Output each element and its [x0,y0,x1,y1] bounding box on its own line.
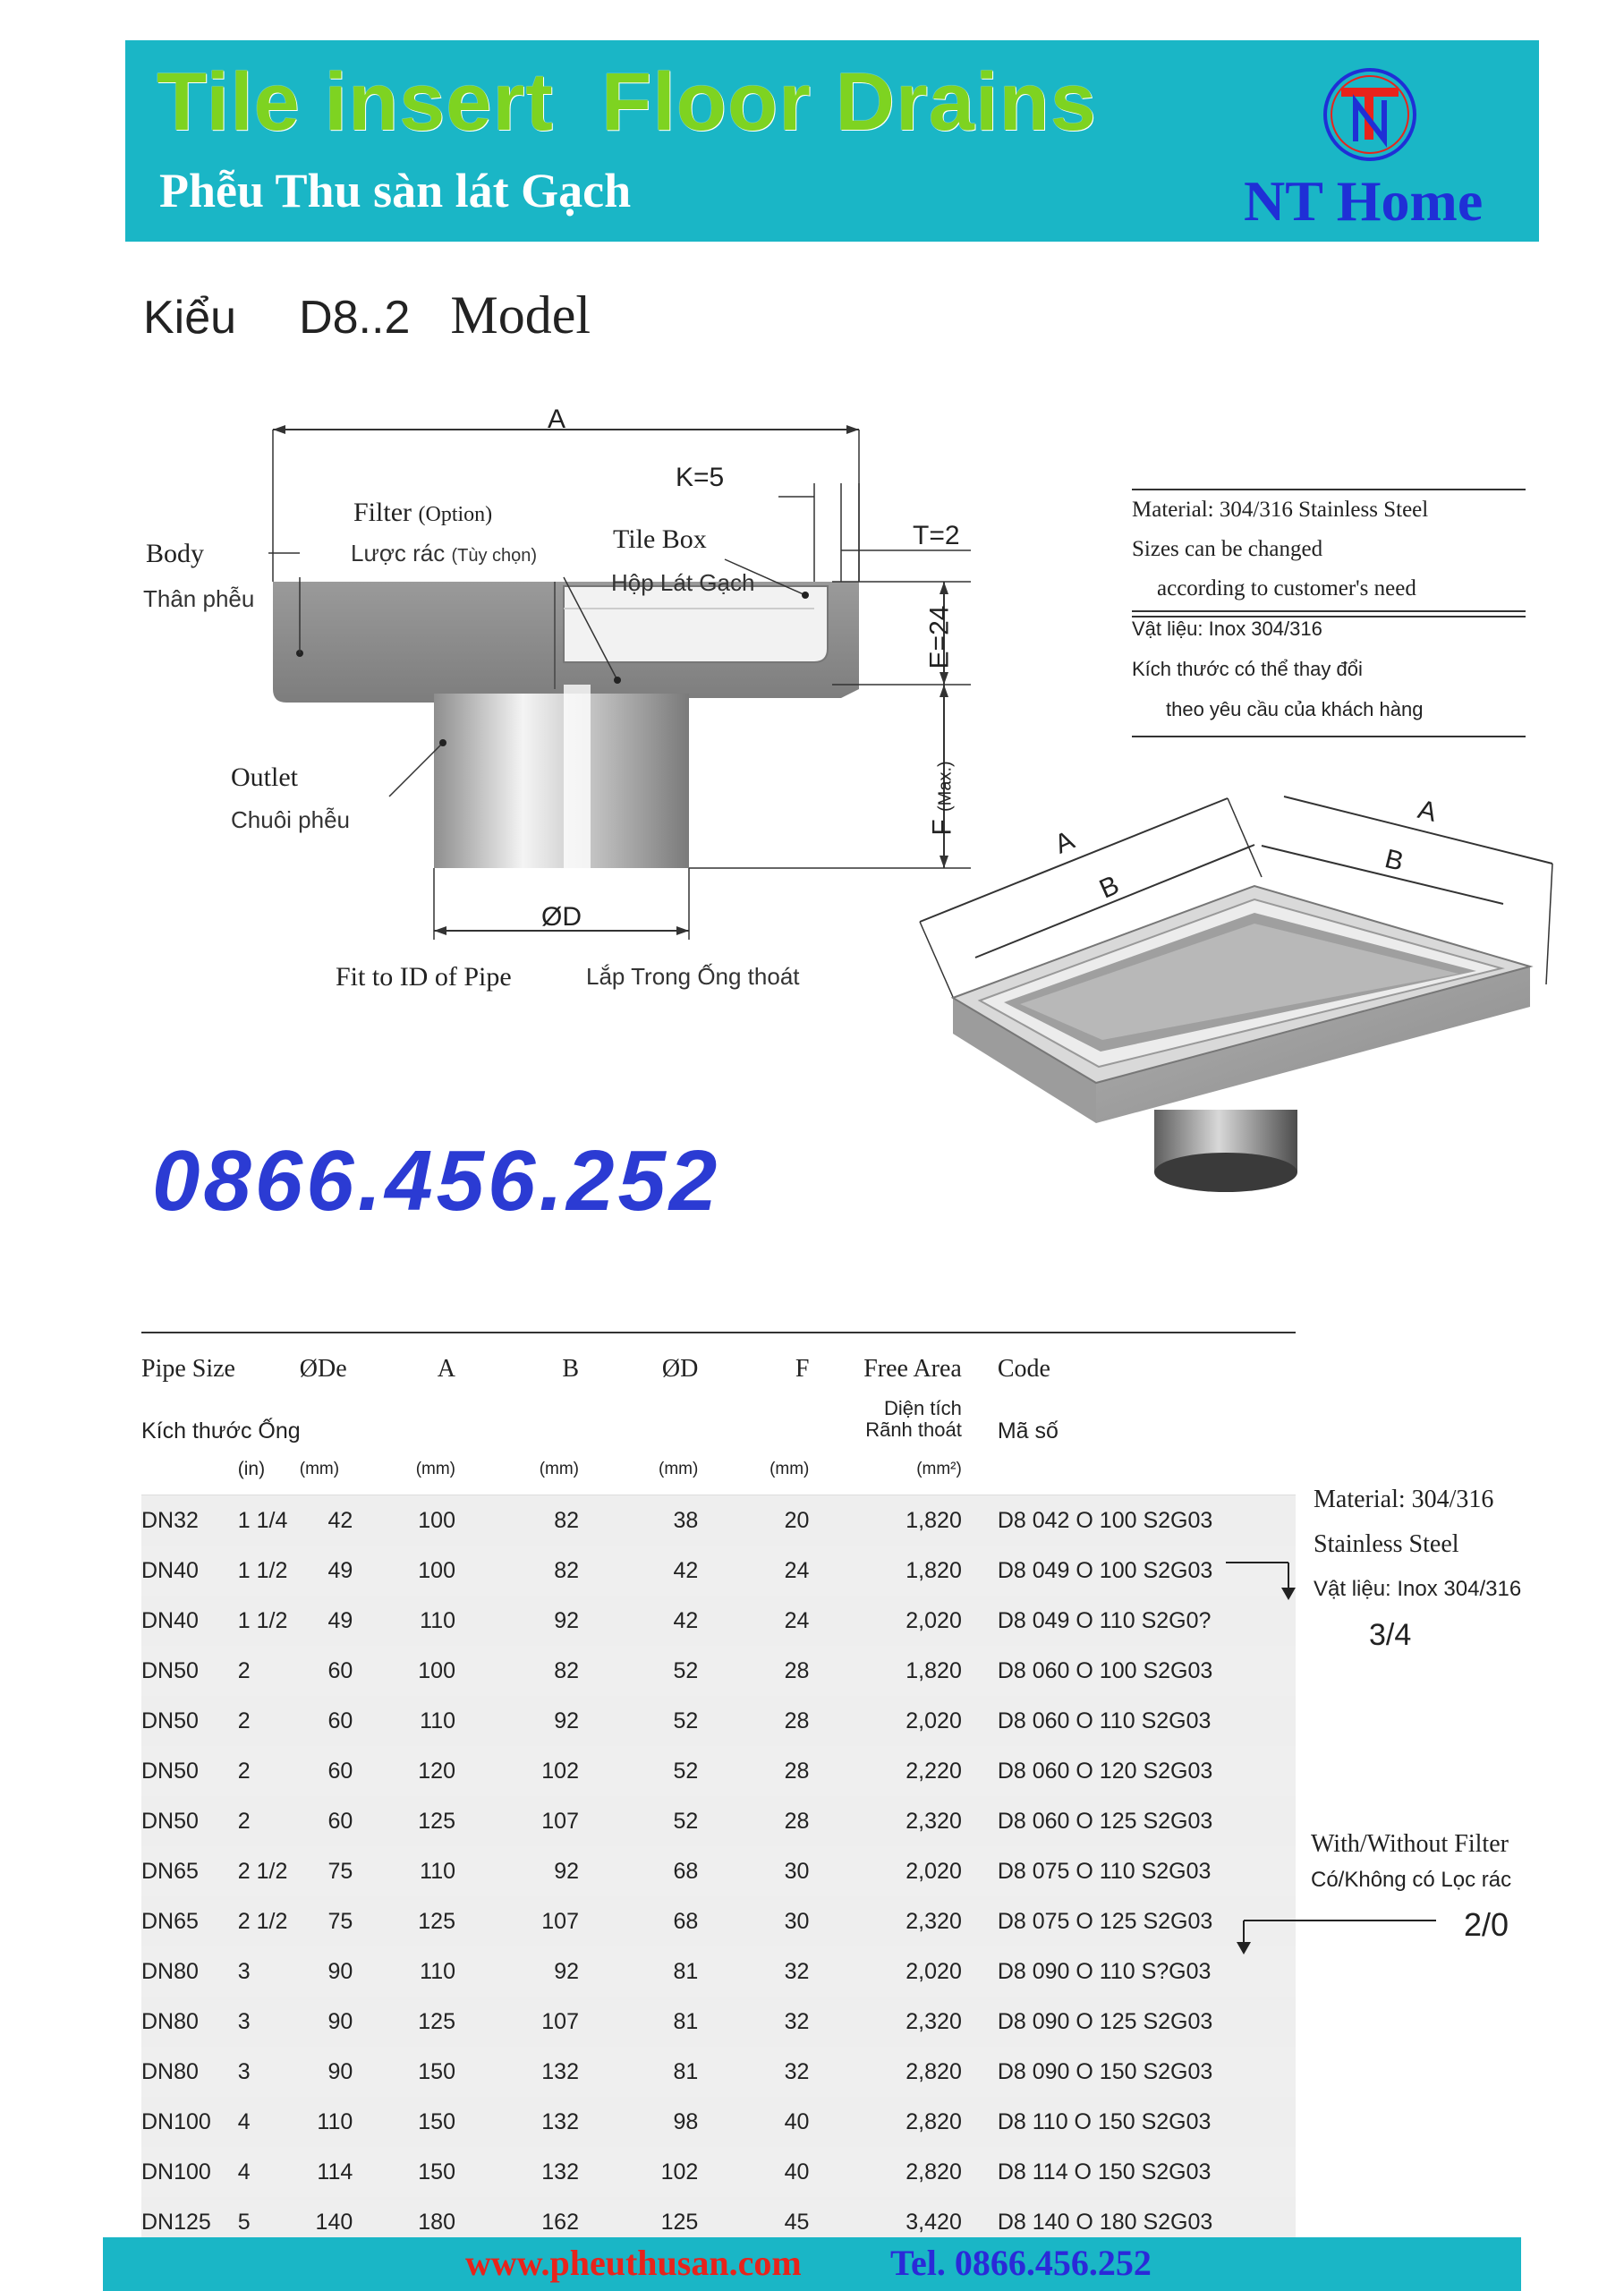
material-note-en-2: Sizes can be changed [1132,537,1323,561]
table-row [141,1495,1296,1546]
cell-code: D8 114 O 150 S2G03 [962,2147,1296,2197]
cell-f: 32 [698,2047,809,2097]
filter-label-vi-text: Lược rác [351,540,446,566]
table-row [141,1696,1296,1746]
header-free-area-vi [809,1394,961,1444]
filter-label-vi [351,540,537,567]
outlet-label-vi: Chuôi phễu [231,806,350,833]
cell-de: 60 [300,1646,353,1696]
cell-code: D8 075 O 110 S2G03 [962,1846,1296,1896]
cell-inch: 4 [238,2097,300,2147]
side-material-en-1: Material: 304/316 [1314,1486,1494,1513]
cell-free-area: 1,820 [809,1546,961,1596]
cell-code: D8 090 O 110 S?G03 [962,1946,1296,1997]
side-material-value: 3/4 [1369,1618,1412,1652]
fit-label-en: Fit to ID of Pipe [336,962,512,992]
cell-inch: 5 [238,2197,300,2247]
cell-pipe-size: DN65 [141,1846,238,1896]
cell-de: 110 [300,2097,353,2147]
table-row [141,1746,1296,1796]
cell-d: 52 [579,1646,698,1696]
cell-pipe-size: DN100 [141,2147,238,2197]
cell-pipe-size: DN50 [141,1796,238,1846]
cell-de: 60 [300,1746,353,1796]
cell-free-area: 1,820 [809,1646,961,1696]
cell-d: 81 [579,2047,698,2097]
cell-code: D8 049 O 110 S2G0? [962,1596,1296,1646]
dim-k-label: K=5 [676,463,725,492]
cell-inch: 2 [238,1746,300,1796]
unit-d: (mm) [659,1460,699,1478]
cell-de: 114 [300,2147,353,2197]
isometric-drain-illustration [904,779,1593,1226]
cell-code: D8 140 O 180 S2G03 [962,2197,1296,2247]
page-subtitle: Phễu Thu sàn lát Gạch [159,164,632,217]
unit-f: (mm) [769,1460,810,1478]
cell-pipe-size: DN50 [141,1696,238,1746]
table-row [141,1997,1296,2047]
cell-free-area: 2,820 [809,2097,961,2147]
side-material-en-2: Stainless Steel [1314,1530,1459,1558]
unit-area: (mm²) [916,1460,962,1478]
cell-d: 98 [579,2097,698,2147]
cell-free-area: 2,220 [809,1746,961,1796]
unit-b: (mm) [539,1460,579,1478]
header-d: ØD [579,1333,698,1394]
cell-de: 90 [300,2047,353,2097]
header-f: F [698,1333,809,1394]
cell-b: 92 [455,1846,579,1896]
cell-free-area: 2,020 [809,1696,961,1746]
iso-dim-b-right: B [1382,844,1407,877]
cell-pipe-size: DN32 [141,1495,238,1546]
side-filter-en: With/Without Filter [1311,1830,1509,1858]
cell-de: 90 [300,1997,353,2047]
page-title: Tile insert Floor Drains [157,56,1097,148]
cell-d: 125 [579,2197,698,2247]
table-row [141,2147,1296,2197]
cell-pipe-size: DN100 [141,2097,238,2147]
cell-d: 81 [579,1946,698,1997]
body-label-en: Body [146,539,205,568]
cell-a: 125 [353,1796,455,1846]
cell-a: 110 [353,1846,455,1896]
unit-de: (mm) [299,1460,340,1478]
cell-b: 92 [455,1596,579,1646]
cell-d: 52 [579,1746,698,1796]
cell-a: 125 [353,1896,455,1946]
cell-f: 24 [698,1546,809,1596]
cell-inch: 1 1/2 [238,1596,300,1646]
cell-code: D8 060 O 120 S2G03 [962,1746,1296,1796]
cell-free-area: 1,820 [809,1495,961,1546]
header-b: B [455,1333,579,1394]
cell-b: 162 [455,2197,579,2247]
cell-code: D8 090 O 125 S2G03 [962,1997,1296,2047]
cell-b: 92 [455,1946,579,1997]
dim-f-letter: F [927,819,957,836]
cell-de: 140 [300,2197,353,2247]
filter-label [353,498,492,528]
cell-inch: 3 [238,1997,300,2047]
cell-f: 32 [698,1946,809,1997]
cell-free-area: 2,820 [809,2147,961,2197]
cell-code: D8 060 O 100 S2G03 [962,1646,1296,1696]
cell-d: 42 [579,1596,698,1646]
cell-d: 68 [579,1846,698,1896]
unit-a: (mm) [415,1460,455,1478]
cell-free-area: 2,020 [809,1946,961,1997]
footer-bar [103,2237,1521,2291]
dim-d-label: ØD [541,902,582,932]
footer-telephone: Tel. 0866.456.252 [890,2243,1152,2283]
cell-b: 82 [455,1495,579,1546]
material-note [1132,490,1526,729]
cell-a: 120 [353,1746,455,1796]
cell-b: 92 [455,1696,579,1746]
cell-a: 180 [353,2197,455,2247]
filter-label-en: Filter [353,498,412,527]
table-row [141,2097,1296,2147]
cell-de: 90 [300,1946,353,1997]
cell-d: 81 [579,1997,698,2047]
cell-d: 102 [579,2147,698,2197]
cell-inch: 3 [238,2047,300,2097]
tilebox-label-vi: Hộp Lát Gạch [611,569,755,596]
cell-f: 40 [698,2097,809,2147]
table-units-row [141,1444,1296,1495]
cell-code: D8 110 O 150 S2G03 [962,2097,1296,2147]
cell-pipe-size: DN40 [141,1596,238,1646]
cell-code: D8 060 O 125 S2G03 [962,1796,1296,1846]
cell-code: D8 090 O 150 S2G03 [962,2047,1296,2097]
table-row [141,1646,1296,1696]
material-note-en-3: according to customer's need [1157,576,1416,600]
header-code-vi: Mã số [997,1418,1059,1444]
cell-inch: 1 1/4 [238,1495,300,1546]
header-code: Code [962,1333,1296,1394]
table-row [141,1596,1296,1646]
cell-f: 32 [698,1997,809,2047]
cell-b: 107 [455,1796,579,1846]
model-label-vi: Kiểu [143,292,237,344]
tilebox-label-en: Tile Box [613,524,707,554]
cell-f: 20 [698,1495,809,1546]
iso-dim-a-right: A [1415,795,1440,828]
cell-a: 100 [353,1546,455,1596]
model-line [143,285,591,346]
cell-de: 49 [300,1546,353,1596]
cell-a: 150 [353,2047,455,2097]
body-label-vi: Thân phễu [143,585,255,612]
dim-a-label: A [548,405,566,434]
cell-code: D8 042 O 100 S2G03 [962,1495,1296,1546]
cell-inch: 3 [238,1946,300,1997]
cell-b: 82 [455,1546,579,1596]
cell-d: 52 [579,1796,698,1846]
cell-b: 102 [455,1746,579,1796]
footer-website-link[interactable]: www.pheuthusan.com [465,2243,802,2283]
cell-free-area: 3,420 [809,2197,961,2247]
cell-free-area: 2,320 [809,1997,961,2047]
cell-d: 38 [579,1495,698,1546]
cell-a: 110 [353,1696,455,1746]
side-filter-vi: Có/Không có Lọc rác [1311,1868,1512,1892]
material-arrow-icon [1226,1557,1315,1602]
filter-arrow-icon [1226,1915,1441,1960]
cell-a: 150 [353,2097,455,2147]
material-note-vi-3: theo yêu cầu của khách hàng [1166,698,1424,720]
cell-d: 52 [579,1696,698,1746]
cell-de: 60 [300,1696,353,1746]
table-row [141,1846,1296,1896]
cell-free-area: 2,820 [809,2047,961,2097]
cell-d: 68 [579,1896,698,1946]
cell-code: D8 049 O 100 S2G03 [962,1546,1296,1596]
cell-pipe-size: DN65 [141,1896,238,1946]
table-row [141,1946,1296,1997]
material-note-en-1: Material: 304/316 Stainless Steel [1132,498,1429,522]
model-code: D8..2 [299,292,411,344]
fit-label-vi: Lắp Trong Ống thoát [586,963,800,990]
cell-inch: 2 [238,1646,300,1696]
model-label-en: Model [450,285,591,345]
filter-label-vi-note: (Tùy chọn) [451,546,538,566]
header-free-area-vi-2: Rãnh thoát [865,1418,962,1441]
table-header-row [141,1333,1296,1394]
spec-table [141,1332,1296,2247]
cell-pipe-size: DN80 [141,1946,238,1997]
cell-de: 49 [300,1596,353,1646]
dim-f-note: (Max.) [935,761,956,812]
cell-f: 24 [698,1596,809,1646]
dim-e-label: E=24 [924,605,955,669]
cell-code: D8 060 O 110 S2G03 [962,1696,1296,1746]
cell-de: 60 [300,1796,353,1846]
cell-f: 45 [698,2197,809,2247]
cell-pipe-size: DN40 [141,1546,238,1596]
cell-pipe-size: DN50 [141,1646,238,1696]
brand-name: NT Home [1244,169,1484,233]
table-row [141,2047,1296,2097]
spec-table-body [141,1333,1296,2247]
iso-dim-b-left: B [1094,870,1124,905]
cell-a: 110 [353,1596,455,1646]
cell-free-area: 2,320 [809,1796,961,1846]
cell-f: 28 [698,1646,809,1696]
cell-free-area: 2,020 [809,1846,961,1896]
table-row [141,1546,1296,1596]
unit-in: (in) [237,1459,266,1479]
table-row [141,1796,1296,1846]
cell-f: 28 [698,1746,809,1796]
cell-b: 82 [455,1646,579,1696]
cell-de: 75 [300,1846,353,1896]
iso-dim-a-left: A [1050,825,1079,860]
header-free-area: Free Area [809,1333,961,1394]
side-filter-value: 2/0 [1464,1906,1509,1943]
cell-a: 150 [353,2147,455,2197]
cell-b: 107 [455,1896,579,1946]
cell-f: 28 [698,1696,809,1746]
cell-inch: 1 1/2 [238,1546,300,1596]
cell-f: 40 [698,2147,809,2197]
cell-pipe-size: DN80 [141,1997,238,2047]
cell-a: 110 [353,1946,455,1997]
side-material-vi: Vật liệu: Inox 304/316 [1314,1577,1522,1601]
material-note-vi-2: Kích thước có thể thay đổi [1132,658,1363,680]
cross-section-diagram [134,394,984,1038]
dim-t-label: T=2 [913,521,960,550]
cell-inch: 2 [238,1796,300,1846]
cell-b: 132 [455,2147,579,2197]
table-header-vi-row [141,1394,1296,1444]
cell-b: 132 [455,2047,579,2097]
cell-inch: 4 [238,2147,300,2197]
header-free-area-vi-1: Diện tích [884,1397,962,1419]
filter-label-note: (Option) [418,503,493,526]
cell-d: 42 [579,1546,698,1596]
nt-home-logo-icon [1320,64,1420,165]
cell-a: 100 [353,1646,455,1696]
cell-de: 42 [300,1495,353,1546]
cell-inch: 2 [238,1696,300,1746]
cell-f: 28 [698,1796,809,1846]
cell-b: 107 [455,1997,579,2047]
cell-pipe-size: DN125 [141,2197,238,2247]
header-pipe-size: Pipe Size [141,1333,300,1394]
cell-f: 30 [698,1846,809,1896]
header-pipe-size-vi: Kích thước Ống [141,1418,301,1444]
cell-pipe-size: DN50 [141,1746,238,1796]
cell-pipe-size: DN80 [141,2047,238,2097]
phone-number: 0866.456.252 [152,1133,721,1229]
cell-a: 100 [353,1495,455,1546]
cell-free-area: 2,020 [809,1596,961,1646]
cell-code: D8 075 O 125 S2G03 [962,1896,1296,1946]
material-note-vi-1: Vật liệu: Inox 304/316 [1132,617,1322,640]
cell-free-area: 2,320 [809,1896,961,1946]
cell-b: 132 [455,2097,579,2147]
cell-f: 30 [698,1896,809,1946]
cell-inch: 2 1/2 [238,1846,300,1896]
cell-inch: 2 1/2 [238,1896,300,1946]
table-row [141,1896,1296,1946]
cell-de: 75 [300,1896,353,1946]
cell-a: 125 [353,1997,455,2047]
outlet-label-en: Outlet [231,762,298,792]
header-a: A [353,1333,455,1394]
header-de: ØDe [300,1333,353,1394]
